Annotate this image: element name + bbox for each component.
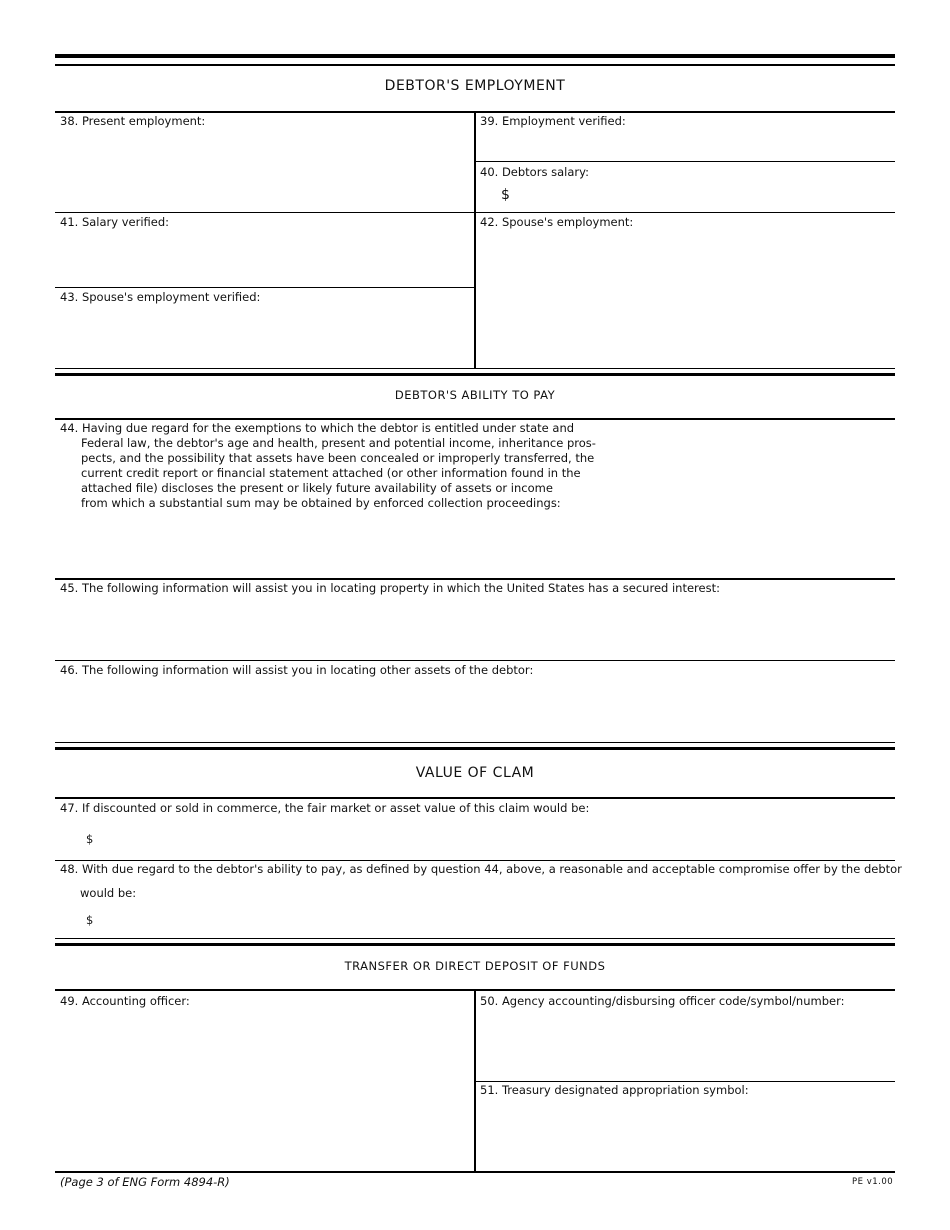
- value-top-rule: [55, 747, 895, 750]
- section-title-employment: DEBTOR'S EMPLOYMENT: [384, 78, 566, 94]
- section-title-ability: DEBTOR'S ABILITY TO PAY: [394, 388, 556, 402]
- top-rule-thick: [55, 54, 895, 58]
- field-38-present-employment[interactable]: 38. Present employment:: [60, 114, 206, 128]
- field-41-salary-verified[interactable]: 41. Salary verified:: [60, 215, 170, 229]
- value-bottom-rule: [55, 938, 895, 939]
- employment-divider: [474, 112, 476, 368]
- field-42-spouse-employment[interactable]: 42. Spouse's employment:: [480, 215, 634, 229]
- ability-top-rule: [55, 373, 895, 376]
- footer-page-reference: (Page 3 of ENG Form 4894-R): [60, 1175, 230, 1189]
- field-44-line: attached file) discloses the present or likely future availability of assets or income: [81, 481, 553, 495]
- field-49-accounting-officer[interactable]: 49. Accounting officer:: [60, 994, 190, 1008]
- field-44-line: pects, and the possibility that assets have been concealed or improperly transferred, the: [81, 451, 595, 465]
- field-46-other-assets[interactable]: 46. The following information will assist you in locating other assets of the debtor:: [60, 663, 534, 677]
- ability-bottom-rule: [55, 742, 895, 743]
- field-44-ability-paragraph[interactable]: [60, 421, 596, 511]
- employment-bottom-rule: [55, 368, 895, 369]
- rule-44-45: [55, 578, 895, 580]
- rule-47-48: [55, 860, 895, 861]
- section-title-value: VALUE OF CLAM: [415, 765, 535, 781]
- footer-version: PE v1.00: [852, 1177, 894, 1187]
- rule-45-46: [55, 660, 895, 661]
- rule-39-40: [475, 161, 895, 162]
- field-40-debtors-salary[interactable]: 40. Debtors salary:: [480, 165, 589, 179]
- field-47-dollar-sign: $: [86, 832, 94, 846]
- field-48-compromise-offer-cont: would be:: [80, 886, 137, 900]
- field-39-employment-verified[interactable]: 39. Employment verified:: [480, 114, 626, 128]
- field-44-line: from which a substantial sum may be obtained by enforced collection proceedings:: [81, 496, 561, 510]
- field-44-line: Federal law, the debtor's age and health, present and potential income, inheritance pros-: [81, 436, 596, 450]
- section-title-transfer: TRANSFER OR DIRECT DEPOSIT OF FUNDS: [344, 959, 606, 973]
- field-48-dollar-sign: $: [86, 913, 94, 927]
- field-47-market-value[interactable]: 47. If discounted or sold in commerce, the fair market or asset value of this claim would be:: [60, 801, 590, 815]
- field-44-line: current credit report or financial statement attached (or other information found in the: [81, 466, 581, 480]
- bottom-rule: [55, 1171, 895, 1173]
- field-48-compromise-offer[interactable]: 48. With due regard to the debtor's ability to pay, as defined by question 44, above, a reasonable and acceptable compromise offer by the debtor: [60, 862, 902, 876]
- field-40-dollar-sign: $: [501, 187, 510, 203]
- rule-row-41: [55, 212, 895, 213]
- field-44-line: 44. Having due regard for the exemptions to which the debtor is entitled under state and: [60, 421, 575, 435]
- top-rule-thin: [55, 64, 895, 66]
- rule-41-43: [55, 287, 475, 288]
- field-45-secured-property[interactable]: 45. The following information will assist you in locating property in which the United States has a secured interest:: [60, 581, 720, 595]
- field-51-treasury-symbol[interactable]: 51. Treasury designated appropriation symbol:: [480, 1083, 749, 1097]
- value-header-rule: [55, 797, 895, 799]
- field-50-agency-code[interactable]: 50. Agency accounting/disbursing officer code/symbol/number:: [480, 994, 845, 1008]
- field-43-spouse-employment-verified[interactable]: 43. Spouse's employment verified:: [60, 290, 261, 304]
- rule-50-51: [475, 1081, 895, 1082]
- transfer-top-rule: [55, 943, 895, 946]
- ability-header-rule: [55, 418, 895, 420]
